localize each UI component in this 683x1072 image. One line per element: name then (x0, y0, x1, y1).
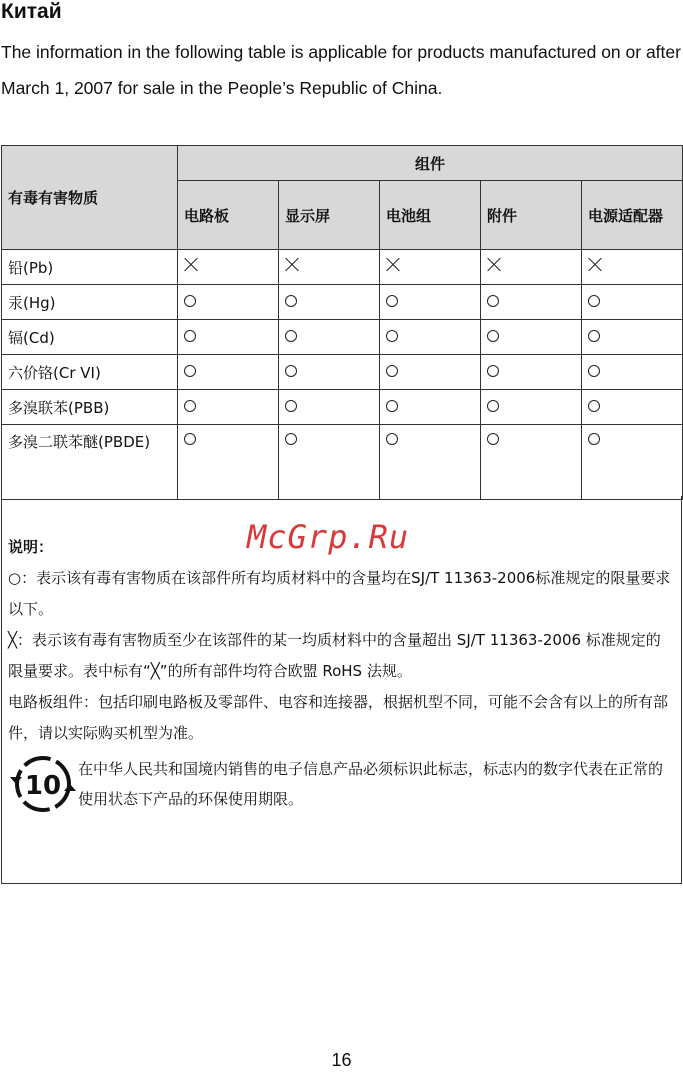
logo-description: 在中华人民共和国境内销售的电子信息产品必须标识此标志，标志内的数字代表在正常的使用状态下产品的环保使用期限。 (78, 760, 664, 808)
intro-paragraph: The information in the following table is applicable for products manufactured on or after March 1, 2007 for sale in the People’s Republic of China. (1, 42, 681, 98)
column-header: 电池组 (380, 181, 481, 250)
mark-cell (582, 355, 683, 390)
column-header: 电路板 (178, 181, 279, 250)
note-circle-text: ：表示该有毒有害物质在该部件所有均质材料中的含量均在SJ/T 11363-2006标准规定的限量要求以下。 (8, 569, 671, 618)
circle-mark-icon (285, 295, 297, 307)
mark-cell (582, 390, 683, 425)
table-row (2, 320, 683, 355)
mark-cell (279, 425, 380, 500)
substance-name: 镉(Cd) (2, 320, 178, 355)
mark-cell (380, 355, 481, 390)
substance-name: 多溴联苯(PBB) (2, 390, 178, 425)
table-row (2, 285, 683, 320)
logo-number: 10 (24, 771, 62, 801)
mark-cell (582, 425, 683, 500)
circle-mark-icon (487, 330, 499, 342)
table-row (2, 390, 683, 425)
circle-mark-icon (487, 433, 499, 445)
cross-mark: ╳ (8, 631, 18, 649)
mark-cell (481, 250, 582, 285)
circle-mark-icon (285, 365, 297, 377)
circle-mark-icon (588, 295, 600, 307)
mark-cell (380, 390, 481, 425)
mark-cell (481, 285, 582, 320)
row-header: 有毒有害物质 (2, 146, 178, 250)
circle-mark-icon (184, 433, 196, 445)
column-header: 附件 (481, 181, 582, 250)
circle-mark-icon (487, 400, 499, 412)
cross-mark-icon (487, 258, 501, 272)
mark-cell (178, 390, 279, 425)
substance-name: 多溴二联苯醚(PBDE) (2, 425, 178, 500)
mark-cell (279, 285, 380, 320)
notes-title: 说明： (8, 538, 54, 556)
mark-cell (481, 320, 582, 355)
mark-cell (380, 425, 481, 500)
mark-cell (481, 355, 582, 390)
circle-mark-icon (487, 295, 499, 307)
note-pcb: 电路板组件：包括印刷电路板及零部件、电容和连接器，根据机型不同，可能不会含有以上的所有部件，请以实际购买机型为准。 (8, 693, 669, 742)
circle-mark-icon (285, 330, 297, 342)
cross-mark-icon (588, 258, 602, 272)
circle-mark-icon (285, 400, 297, 412)
table-row (2, 355, 683, 390)
circle-mark-icon (588, 433, 600, 445)
circle-mark-icon (386, 295, 398, 307)
circle-mark-icon (386, 330, 398, 342)
mark-cell (582, 285, 683, 320)
mark-cell (582, 320, 683, 355)
column-header: 电源适配器 (582, 181, 683, 250)
mark-cell (279, 355, 380, 390)
page-number: 16 (331, 1050, 352, 1070)
mark-cell (481, 390, 582, 425)
circle-mark-icon (386, 433, 398, 445)
circle-mark-icon (184, 330, 196, 342)
mark-cell (481, 425, 582, 500)
page-heading: Китай (1, 0, 62, 23)
cross-mark-icon (285, 258, 299, 272)
circle-mark-icon (184, 295, 196, 307)
note-circle (8, 563, 675, 625)
mark-cell (380, 320, 481, 355)
watermark: McGrp.Ru (247, 518, 410, 556)
circle-mark-icon (184, 400, 196, 412)
mark-cell (178, 355, 279, 390)
circle-mark-icon (588, 400, 600, 412)
mark-cell (279, 250, 380, 285)
substance-name: 六价铬(Cr VI) (2, 355, 178, 390)
mark-cell (178, 250, 279, 285)
circle-mark-icon (285, 433, 297, 445)
cross-mark-icon (386, 258, 400, 272)
table-row (2, 425, 683, 500)
mark-cell (279, 390, 380, 425)
circle-mark-icon (588, 330, 600, 342)
mark-cell (178, 425, 279, 500)
column-header: 显示屏 (279, 181, 380, 250)
mark-cell (279, 320, 380, 355)
mark-cell (380, 250, 481, 285)
logo-row (8, 753, 675, 815)
table-row (2, 250, 683, 285)
group-header: 组件 (178, 146, 683, 181)
cross-mark-icon (184, 258, 198, 272)
circle-mark-icon (386, 400, 398, 412)
notes-section (1, 496, 682, 884)
circle-mark-icon (588, 365, 600, 377)
environment-protection-period-icon (8, 753, 78, 815)
mark-cell (582, 250, 683, 285)
note-cross (8, 625, 675, 687)
mark-cell (178, 285, 279, 320)
mark-cell (380, 285, 481, 320)
circle-mark-icon (487, 365, 499, 377)
circle-mark-icon (386, 365, 398, 377)
note-cross-text: ：表示该有毒有害物质至少在该部件的某一均质材料中的含量超出 SJ/T 11363-2006 标准规定的限量要求。表中标有“╳”的所有部件均符合欧盟 RoHS 法规。 (8, 631, 661, 680)
substance-name: 汞(Hg) (2, 285, 178, 320)
circle-mark-icon (184, 365, 196, 377)
substance-name: 铅(Pb) (2, 250, 178, 285)
mark-cell (178, 320, 279, 355)
hazardous-substances-table (1, 145, 683, 500)
circle-mark: ○ (8, 569, 22, 587)
